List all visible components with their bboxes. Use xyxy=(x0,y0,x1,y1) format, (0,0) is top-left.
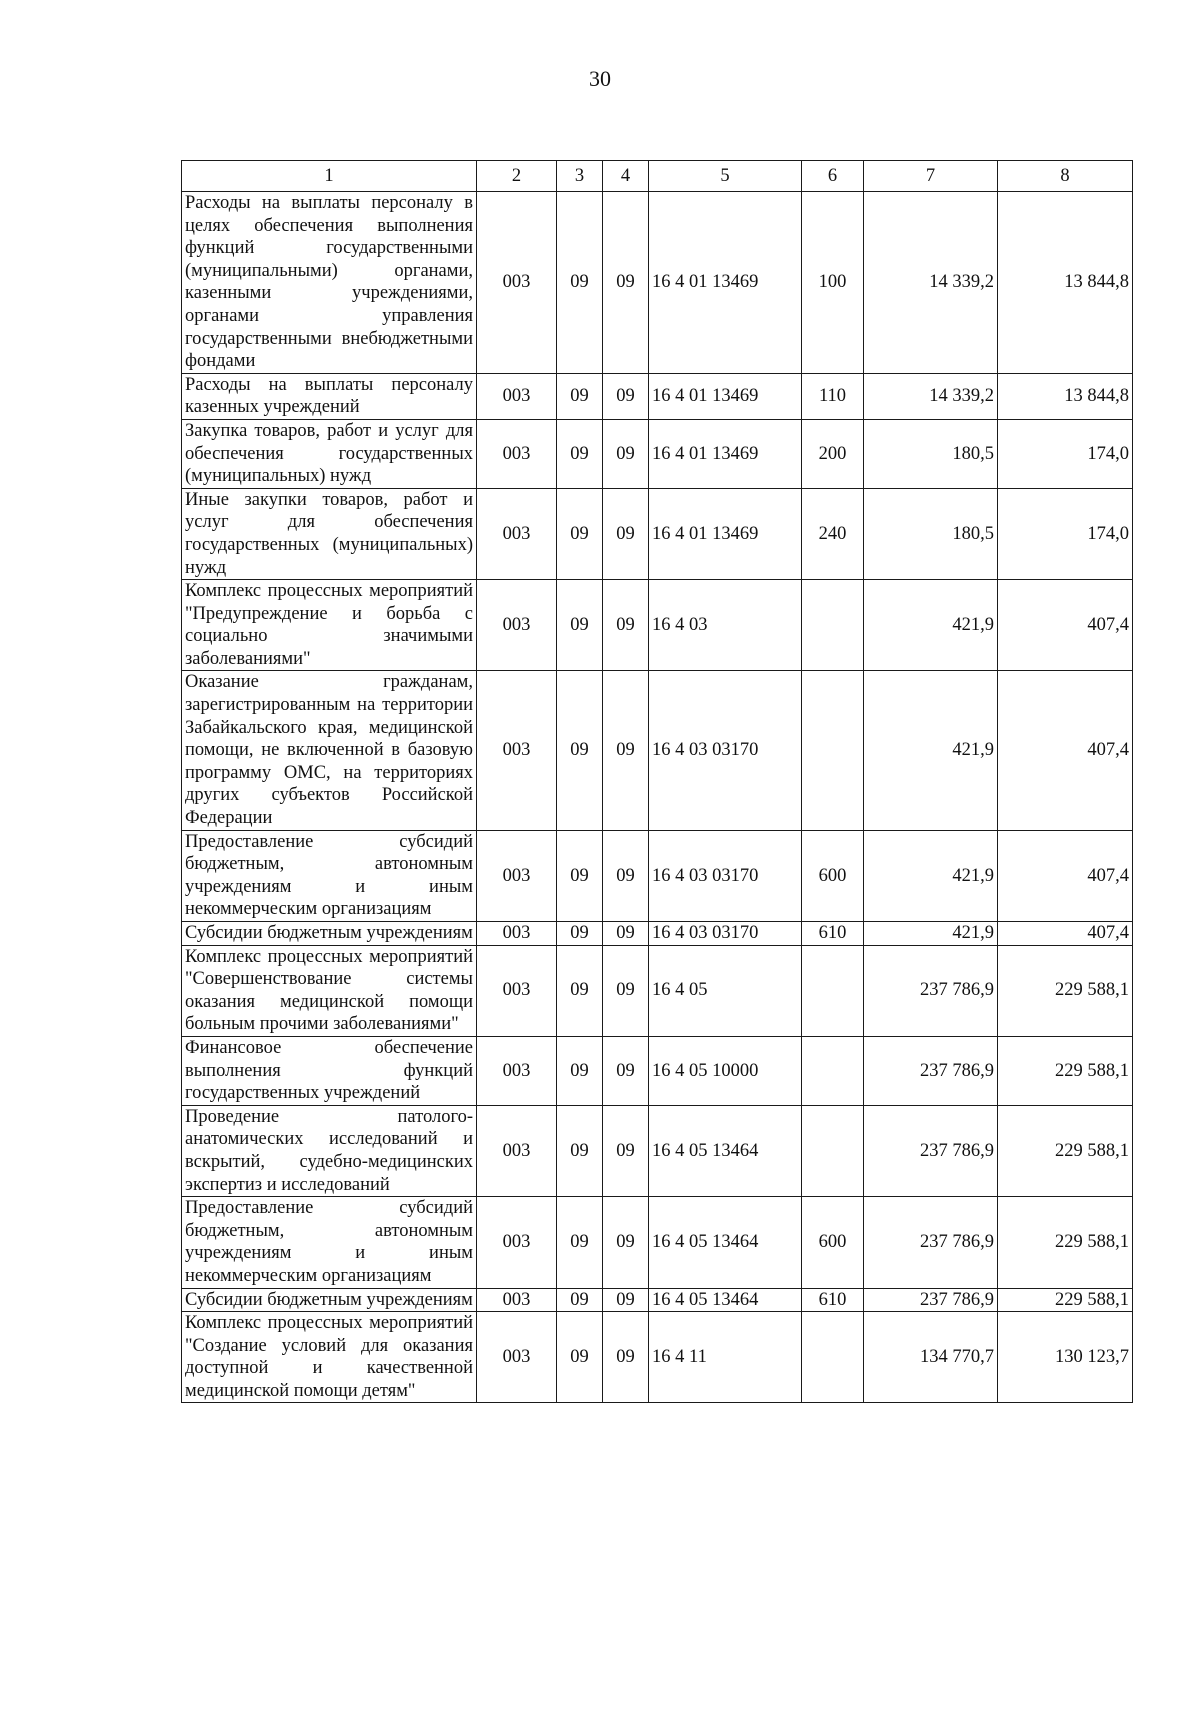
row-subsection: 09 xyxy=(603,830,649,921)
row-target-article: 16 4 05 xyxy=(649,945,802,1036)
row-admin-code: 003 xyxy=(477,488,557,579)
row-admin-code: 003 xyxy=(477,192,557,374)
row-target-article: 16 4 01 13469 xyxy=(649,488,802,579)
row-target-article: 16 4 05 10000 xyxy=(649,1036,802,1105)
row-name: Предоставление субсидий бюджетным, автономным учреждениям и иным некоммерческим организациям xyxy=(182,1197,477,1288)
row-target-article: 16 4 01 13469 xyxy=(649,419,802,488)
row-section: 09 xyxy=(557,1288,603,1312)
row-admin-code: 003 xyxy=(477,1036,557,1105)
table-row xyxy=(182,1197,1133,1288)
row-subsection: 09 xyxy=(603,671,649,830)
row-expense-type: 200 xyxy=(802,419,864,488)
row-amount-col7: 237 786,9 xyxy=(864,1288,998,1312)
table-row xyxy=(182,1105,1133,1196)
row-admin-code: 003 xyxy=(477,419,557,488)
row-expense-type xyxy=(802,671,864,830)
row-amount-col8: 13 844,8 xyxy=(998,192,1133,374)
row-amount-col8: 407,4 xyxy=(998,580,1133,671)
row-admin-code: 003 xyxy=(477,580,557,671)
table-row xyxy=(182,1036,1133,1105)
row-name: Оказание гражданам, зарегистрированным на территории Забайкальского края, медицинской помощи, не включенной в базовую программу ОМС, на территориях других субъектов Российской Федерации xyxy=(182,671,477,830)
header-col-4: 4 xyxy=(603,161,649,192)
row-target-article: 16 4 03 03170 xyxy=(649,671,802,830)
row-expense-type xyxy=(802,945,864,1036)
row-subsection: 09 xyxy=(603,945,649,1036)
row-subsection: 09 xyxy=(603,192,649,374)
row-section: 09 xyxy=(557,1312,603,1403)
row-section: 09 xyxy=(557,945,603,1036)
table-row xyxy=(182,830,1133,921)
row-admin-code: 003 xyxy=(477,1197,557,1288)
table-row xyxy=(182,671,1133,830)
row-name: Проведение патолого-анатомических исследований и вскрытий, судебно-медицинских экспертиз и исследований xyxy=(182,1105,477,1196)
row-subsection: 09 xyxy=(603,373,649,419)
row-target-article: 16 4 05 13464 xyxy=(649,1197,802,1288)
table-row xyxy=(182,945,1133,1036)
header-col-3: 3 xyxy=(557,161,603,192)
row-amount-col8: 229 588,1 xyxy=(998,1105,1133,1196)
row-section: 09 xyxy=(557,1105,603,1196)
row-section: 09 xyxy=(557,922,603,946)
row-name: Комплекс процессных мероприятий "Предупреждение и борьба с социально значимыми заболеваниями" xyxy=(182,580,477,671)
page-number: 30 xyxy=(589,66,611,91)
row-target-article: 16 4 01 13469 xyxy=(649,373,802,419)
row-admin-code: 003 xyxy=(477,922,557,946)
table-row xyxy=(182,419,1133,488)
row-amount-col7: 421,9 xyxy=(864,580,998,671)
row-expense-type: 240 xyxy=(802,488,864,579)
row-amount-col8: 407,4 xyxy=(998,922,1133,946)
row-section: 09 xyxy=(557,419,603,488)
row-expense-type: 610 xyxy=(802,1288,864,1312)
row-name: Расходы на выплаты персоналу казенных учреждений xyxy=(182,373,477,419)
row-amount-col8: 229 588,1 xyxy=(998,1036,1133,1105)
row-admin-code: 003 xyxy=(477,1288,557,1312)
row-section: 09 xyxy=(557,373,603,419)
header-col-7: 7 xyxy=(864,161,998,192)
row-amount-col8: 229 588,1 xyxy=(998,1197,1133,1288)
row-amount-col8: 174,0 xyxy=(998,419,1133,488)
row-section: 09 xyxy=(557,671,603,830)
row-amount-col8: 229 588,1 xyxy=(998,945,1133,1036)
row-expense-type: 610 xyxy=(802,922,864,946)
row-subsection: 09 xyxy=(603,1036,649,1105)
row-name: Предоставление субсидий бюджетным, автономным учреждениям и иным некоммерческим организациям xyxy=(182,830,477,921)
row-amount-col8: 13 844,8 xyxy=(998,373,1133,419)
row-amount-col8: 174,0 xyxy=(998,488,1133,579)
table-row xyxy=(182,373,1133,419)
row-subsection: 09 xyxy=(603,580,649,671)
row-amount-col8: 407,4 xyxy=(998,671,1133,830)
header-col-6: 6 xyxy=(802,161,864,192)
row-expense-type xyxy=(802,1312,864,1403)
row-name: Субсидии бюджетным учреждениям xyxy=(182,922,477,946)
row-subsection: 09 xyxy=(603,419,649,488)
row-section: 09 xyxy=(557,1036,603,1105)
row-expense-type xyxy=(802,580,864,671)
table-row xyxy=(182,580,1133,671)
row-amount-col7: 134 770,7 xyxy=(864,1312,998,1403)
header-col-2: 2 xyxy=(477,161,557,192)
row-amount-col8: 407,4 xyxy=(998,830,1133,921)
row-amount-col7: 237 786,9 xyxy=(864,945,998,1036)
row-admin-code: 003 xyxy=(477,671,557,830)
row-amount-col8: 130 123,7 xyxy=(998,1312,1133,1403)
row-subsection: 09 xyxy=(603,488,649,579)
row-amount-col7: 237 786,9 xyxy=(864,1036,998,1105)
row-target-article: 16 4 05 13464 xyxy=(649,1105,802,1196)
row-section: 09 xyxy=(557,580,603,671)
row-name: Комплекс процессных мероприятий "Создание условий для оказания доступной и качественной медицинской помощи детям" xyxy=(182,1312,477,1403)
row-admin-code: 003 xyxy=(477,373,557,419)
row-amount-col7: 14 339,2 xyxy=(864,192,998,374)
row-name: Комплекс процессных мероприятий "Совершенствование системы оказания медицинской помощи больным прочими заболеваниями" xyxy=(182,945,477,1036)
row-amount-col7: 421,9 xyxy=(864,830,998,921)
row-target-article: 16 4 05 13464 xyxy=(649,1288,802,1312)
row-section: 09 xyxy=(557,830,603,921)
row-subsection: 09 xyxy=(603,1288,649,1312)
row-amount-col7: 421,9 xyxy=(864,922,998,946)
budget-table xyxy=(181,160,1133,1403)
row-amount-col7: 180,5 xyxy=(864,488,998,579)
row-amount-col7: 421,9 xyxy=(864,671,998,830)
header-row xyxy=(182,161,1133,192)
row-admin-code: 003 xyxy=(477,1105,557,1196)
header-col-1: 1 xyxy=(182,161,477,192)
row-name: Иные закупки товаров, работ и услуг для обеспечения государственных (муниципальных) нужд xyxy=(182,488,477,579)
row-section: 09 xyxy=(557,488,603,579)
row-target-article: 16 4 11 xyxy=(649,1312,802,1403)
row-amount-col7: 237 786,9 xyxy=(864,1105,998,1196)
row-target-article: 16 4 03 03170 xyxy=(649,922,802,946)
row-amount-col7: 237 786,9 xyxy=(864,1197,998,1288)
row-expense-type: 600 xyxy=(802,830,864,921)
row-amount-col8: 229 588,1 xyxy=(998,1288,1133,1312)
row-expense-type: 600 xyxy=(802,1197,864,1288)
row-amount-col7: 180,5 xyxy=(864,419,998,488)
row-amount-col7: 14 339,2 xyxy=(864,373,998,419)
header-col-8: 8 xyxy=(998,161,1133,192)
row-target-article: 16 4 03 xyxy=(649,580,802,671)
row-name: Закупка товаров, работ и услуг для обеспечения государственных (муниципальных) нужд xyxy=(182,419,477,488)
table-row xyxy=(182,1312,1133,1403)
row-section: 09 xyxy=(557,1197,603,1288)
row-target-article: 16 4 01 13469 xyxy=(649,192,802,374)
table-row xyxy=(182,488,1133,579)
row-name: Расходы на выплаты персоналу в целях обеспечения выполнения функций государственными (муниципальными) органами, казенными учреждениями, органами управления государственными внебюджетными фондами xyxy=(182,192,477,374)
row-admin-code: 003 xyxy=(477,945,557,1036)
header-col-5: 5 xyxy=(649,161,802,192)
table-row xyxy=(182,192,1133,374)
row-subsection: 09 xyxy=(603,1312,649,1403)
row-admin-code: 003 xyxy=(477,1312,557,1403)
row-subsection: 09 xyxy=(603,1197,649,1288)
row-subsection: 09 xyxy=(603,922,649,946)
table-row xyxy=(182,922,1133,946)
row-expense-type xyxy=(802,1036,864,1105)
row-expense-type: 100 xyxy=(802,192,864,374)
row-target-article: 16 4 03 03170 xyxy=(649,830,802,921)
row-expense-type xyxy=(802,1105,864,1196)
row-admin-code: 003 xyxy=(477,830,557,921)
row-expense-type: 110 xyxy=(802,373,864,419)
row-name: Субсидии бюджетным учреждениям xyxy=(182,1288,477,1312)
row-section: 09 xyxy=(557,192,603,374)
row-subsection: 09 xyxy=(603,1105,649,1196)
table-row xyxy=(182,1288,1133,1312)
row-name: Финансовое обеспечение выполнения функций государственных учреждений xyxy=(182,1036,477,1105)
